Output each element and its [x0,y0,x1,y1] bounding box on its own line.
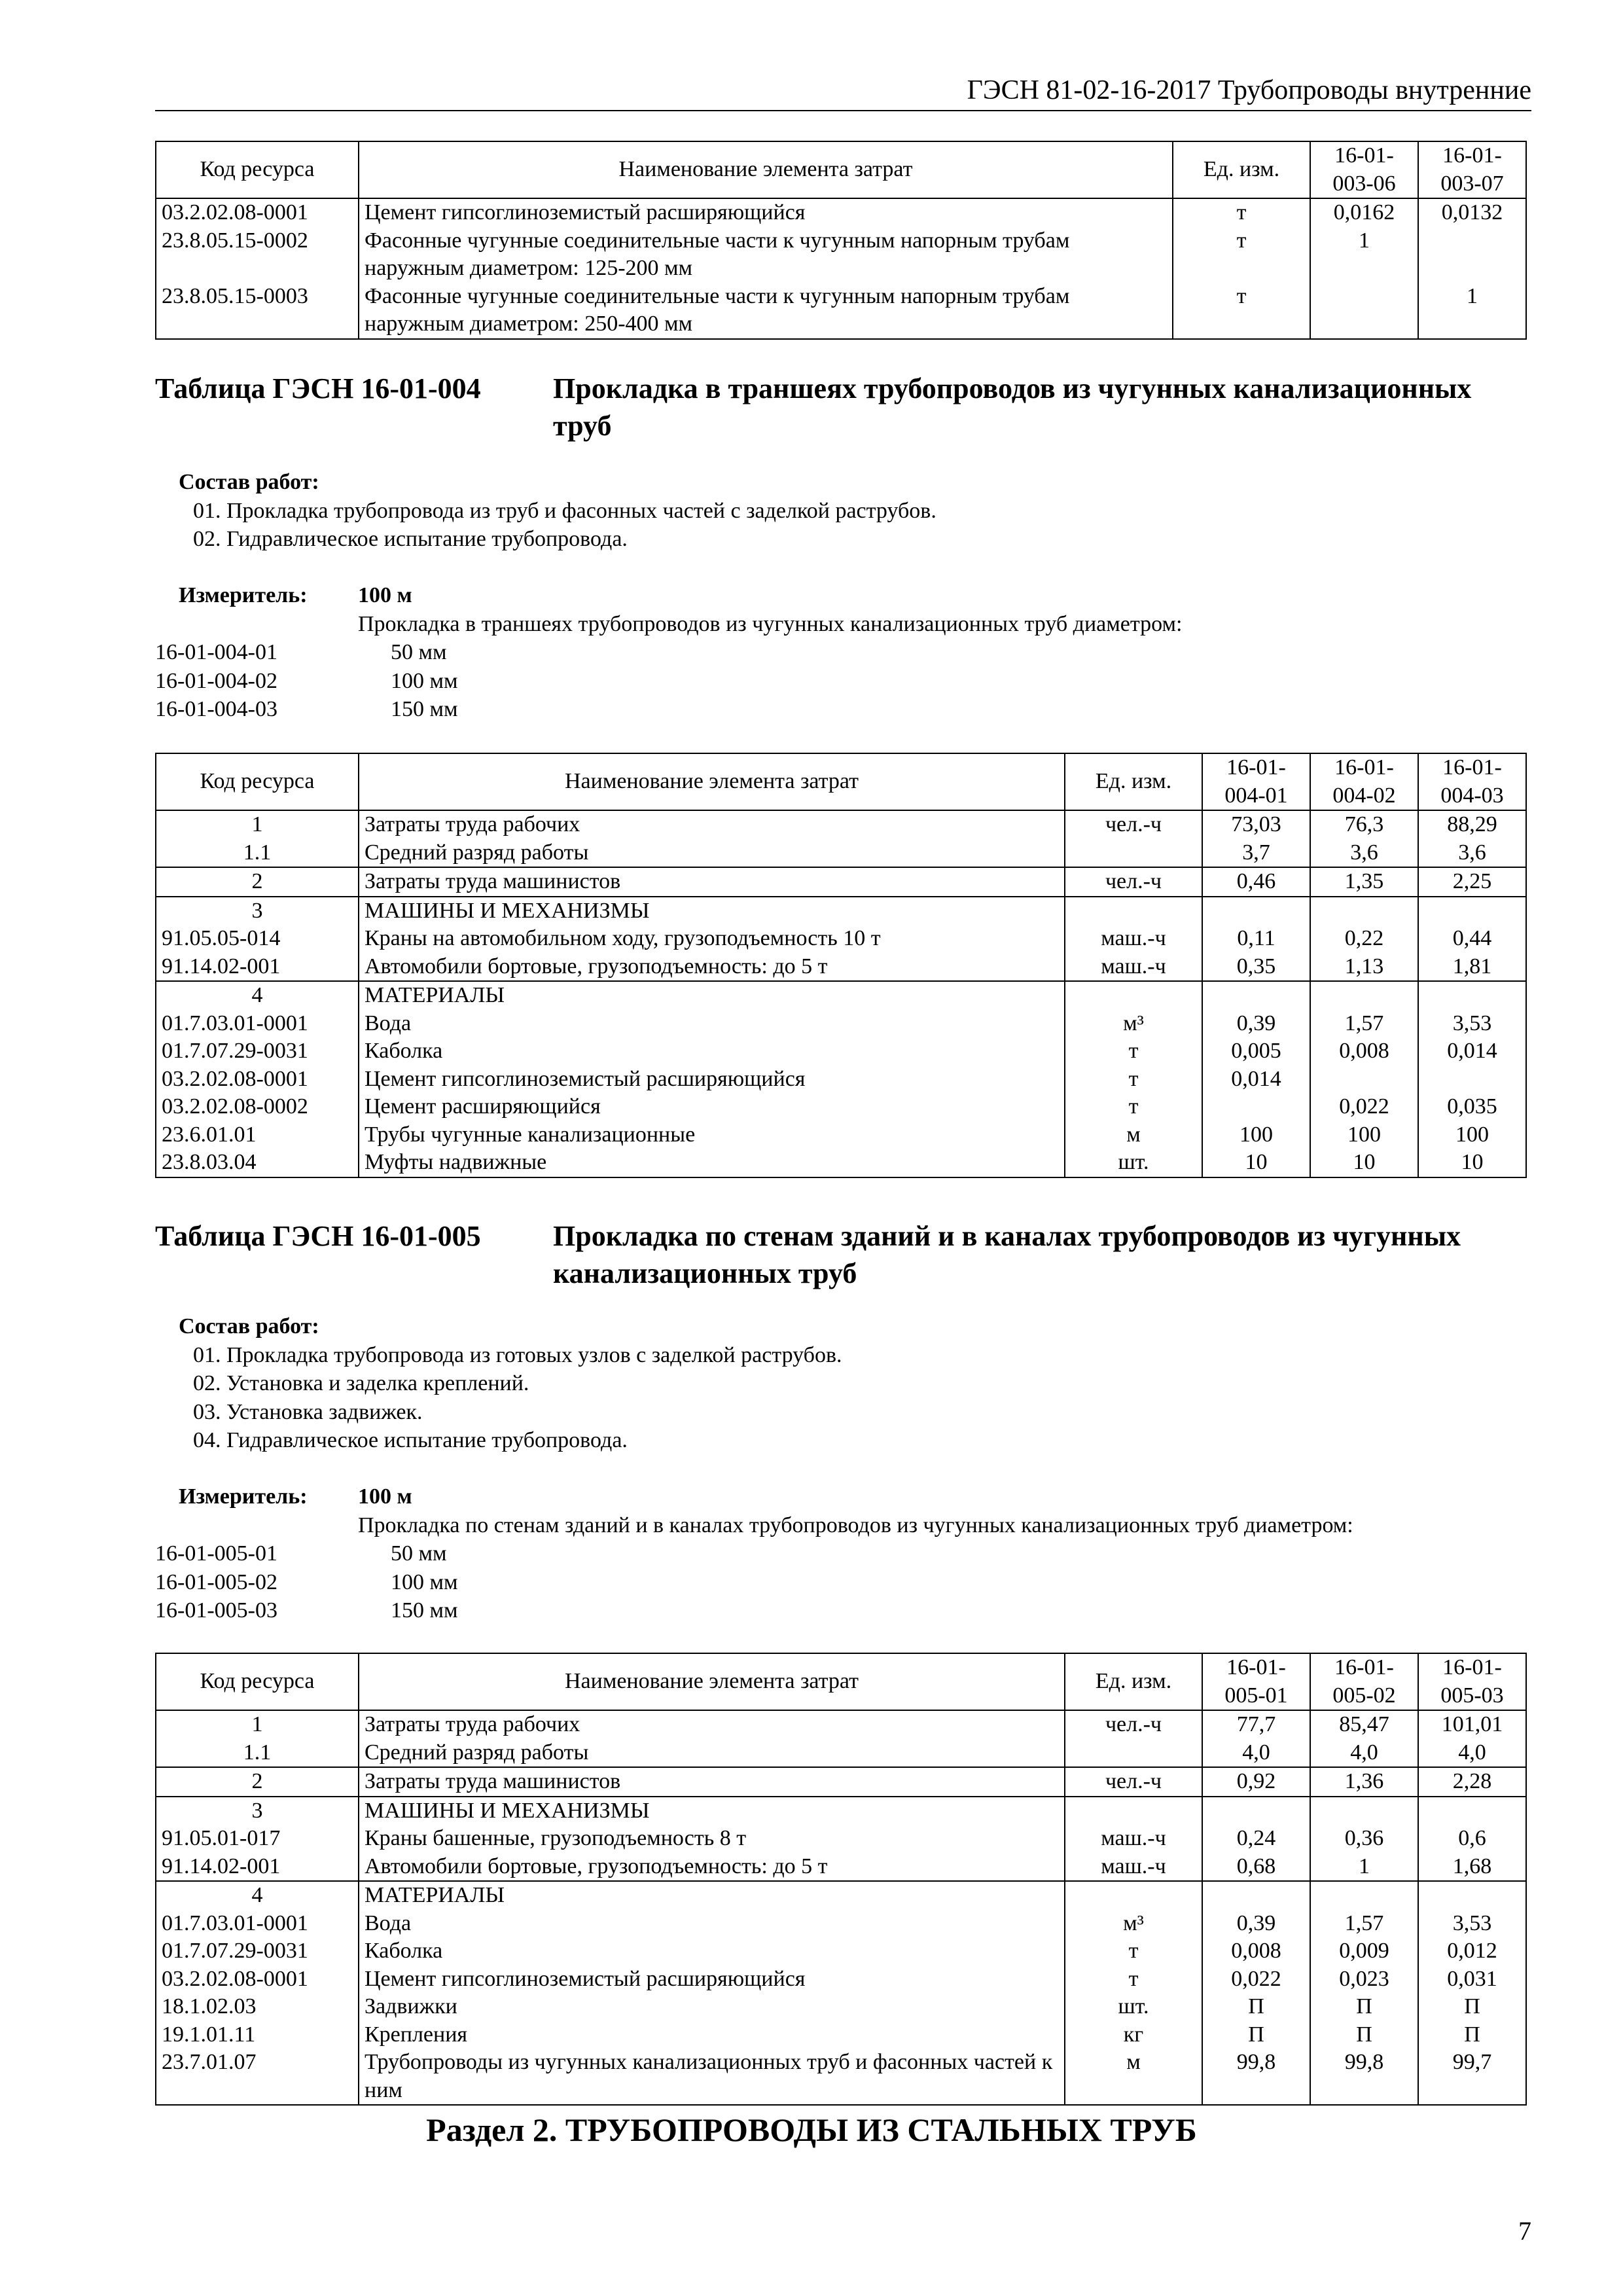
resource-code: 4 [156,1881,359,1910]
resource-name: Муфты надвижные [359,1149,1065,1177]
resource-code: 2 [156,867,359,897]
resource-code: 91.14.02-001 [156,1853,359,1882]
value: 101,01 [1418,1710,1526,1739]
unit: т [1065,1093,1202,1121]
running-header: ГЭСН 81-02-16-2017 Трубопроводы внутренние [155,71,1531,111]
table-row [156,1037,1526,1066]
table-row [156,1825,1526,1853]
value: 1,68 [1418,1853,1526,1882]
work-heading: Состав работ: [179,470,319,494]
unit: чел.-ч [1065,867,1202,897]
resource-name: Каболка [359,1037,1065,1066]
value: 0,11 [1202,925,1310,953]
column-header: 16-01-005-02 [1310,1653,1418,1710]
value: 1 [1310,227,1418,283]
table-004-work [155,468,1527,554]
resource-name: Средний разряд работы [359,839,1065,868]
resource-code: 18.1.02.03 [156,1993,359,2021]
variant-code: 16-01-005-01 [155,1541,277,1566]
value: 0,44 [1418,925,1526,953]
resource-name: Крепления [359,2021,1065,2049]
value: 0,023 [1310,1965,1418,1994]
value: 0,39 [1202,1910,1310,1938]
value [1418,1797,1526,1825]
table-row [156,1710,1526,1739]
resource-code: 1.1 [156,1739,359,1768]
value: 100 [1310,1121,1418,1149]
resource-code: 01.7.07.29-0031 [156,1937,359,1965]
unit: м³ [1065,1910,1202,1938]
value: 1 [1418,283,1526,339]
column-header: Ед. изм. [1065,753,1202,810]
unit: шт. [1065,1993,1202,2021]
work-step: 04. Гидравлическое испытание трубопровода. [193,1428,628,1453]
value: 1,81 [1418,953,1526,982]
value: 1,35 [1310,867,1418,897]
table-row [156,1066,1526,1094]
resource-name: Средний разряд работы [359,1739,1065,1768]
measure-label: Измеритель: [179,583,308,607]
resource-code: 03.2.02.08-0001 [156,1066,359,1094]
table-row [156,1965,1526,1994]
table-row [156,1121,1526,1149]
variant-value: 150 мм [391,1598,458,1623]
variant-code: 16-01-005-02 [155,1570,277,1594]
variant-row [155,667,1527,696]
table-004 [155,753,1527,1178]
variant-value: 150 мм [391,697,458,722]
value: 77,7 [1202,1710,1310,1739]
table-row [156,925,1526,953]
resource-name: МАТЕРИАЛЫ [359,1881,1065,1910]
value: 1,13 [1310,953,1418,982]
resource-name: Трубы чугунные канализационные [359,1121,1065,1149]
resource-code: 4 [156,981,359,1010]
value: 0,008 [1202,1937,1310,1965]
value: 88,29 [1418,810,1526,839]
value: 0,031 [1418,1965,1526,1994]
unit [1065,1881,1202,1910]
unit [1065,897,1202,925]
variant-code: 16-01-004-01 [155,640,277,665]
unit: чел.-ч [1065,1710,1202,1739]
table-row [156,1993,1526,2021]
column-header: 16-01-005-01 [1202,1653,1310,1710]
variant-code: 16-01-004-03 [155,697,277,722]
unit: м [1065,1121,1202,1149]
value [1418,897,1526,925]
unit: чел.-ч [1065,1767,1202,1797]
variant-row [155,1596,1527,1625]
column-header: 16-01-005-03 [1418,1653,1526,1710]
resource-code: 1 [156,1710,359,1739]
value: 0,36 [1310,1825,1418,1853]
table-row [156,1910,1526,1938]
value: 76,3 [1310,810,1418,839]
unit: маш.-ч [1065,1825,1202,1853]
value [1310,897,1418,925]
resource-code: 23.8.05.15-0003 [156,283,359,339]
unit: т [1173,198,1310,227]
value: 0,014 [1418,1037,1526,1066]
resource-name: Автомобили бортовые, грузоподъемность: до 5 т [359,953,1065,982]
resource-code: 23.8.05.15-0002 [156,227,359,283]
unit [1065,1797,1202,1825]
measure-description: Прокладка в траншеях трубопроводов из чугунных канализационных труб диаметром: [358,611,1183,636]
table-row [156,227,1526,283]
value [1310,1066,1418,1094]
value [1202,897,1310,925]
table-row [156,1149,1526,1177]
value: 10 [1310,1149,1418,1177]
column-header: Код ресурса [156,1653,359,1710]
value: 0,005 [1202,1037,1310,1066]
table-004-measure [155,581,1527,724]
resource-code: 23.8.03.04 [156,1149,359,1177]
table-row [156,867,1526,897]
column-header: 16-01-003-06 [1310,141,1418,198]
value: П [1310,1993,1418,2021]
unit: м [1065,2049,1202,2105]
page-number: 7 [1518,2216,1531,2246]
unit: м³ [1065,1010,1202,1038]
value: 1,57 [1310,1910,1418,1938]
resource-name: МАТЕРИАЛЫ [359,981,1065,1010]
variant-code: 16-01-004-02 [155,668,277,693]
resource-code: 03.2.02.08-0001 [156,198,359,227]
resource-name: МАШИНЫ И МЕХАНИЗМЫ [359,1797,1065,1825]
value: 4,0 [1202,1739,1310,1768]
resource-code: 91.14.02-001 [156,953,359,982]
column-header: Наименование элемента затрат [359,1653,1065,1710]
resource-code: 23.7.01.07 [156,2049,359,2105]
value: 0,68 [1202,1853,1310,1882]
work-heading: Состав работ: [179,1314,319,1338]
table-005 [155,1653,1527,2106]
work-step: 02. Установка и заделка креплений. [193,1371,529,1396]
variant-value: 100 мм [391,1570,458,1594]
unit: т [1173,283,1310,339]
unit [1065,1739,1202,1768]
value [1202,981,1310,1010]
value [1418,1881,1526,1910]
resource-code: 1 [156,810,359,839]
value: 1 [1310,1853,1418,1882]
value: 0,6 [1418,1825,1526,1853]
unit: чел.-ч [1065,810,1202,839]
column-header: Наименование элемента затрат [359,753,1065,810]
value: П [1310,2021,1418,2049]
resource-name: Затраты труда машинистов [359,1767,1065,1797]
value: 0,022 [1310,1093,1418,1121]
value: 2,25 [1418,867,1526,897]
resource-name: Задвижки [359,1993,1065,2021]
value: 3,6 [1310,839,1418,868]
unit [1065,839,1202,868]
unit: шт. [1065,1149,1202,1177]
table-row [156,1937,1526,1965]
table-row [156,839,1526,868]
measure-description: Прокладка по стенам зданий и в каналах трубопроводов из чугунных канализационных труб диаметром: [358,1513,1353,1537]
value: 0,009 [1310,1937,1418,1965]
value: 0,022 [1202,1965,1310,1994]
table-row [156,1010,1526,1038]
resource-code: 03.2.02.08-0001 [156,1965,359,1994]
table-row [156,1881,1526,1910]
value: П [1418,1993,1526,2021]
table-row [156,1853,1526,1882]
resource-name: Затраты труда рабочих [359,1710,1065,1739]
unit [1065,981,1202,1010]
unit: маш.-ч [1065,1853,1202,1882]
value [1310,1797,1418,1825]
table-005-title: Прокладка по стенам зданий и в каналах трубопроводов из чугунных канализационных труб [553,1220,1461,1290]
work-step: 03. Установка задвижек. [193,1399,423,1424]
unit: т [1065,1965,1202,1994]
value: 99,8 [1310,2049,1418,2105]
resource-code: 01.7.03.01-0001 [156,1010,359,1038]
unit: маш.-ч [1065,925,1202,953]
value: 0,0162 [1310,198,1418,227]
resource-name: Затраты труда машинистов [359,867,1065,897]
resource-name: Цемент гипсоглиноземистый расширяющийся [359,1066,1065,1094]
resource-name: МАШИНЫ И МЕХАНИЗМЫ [359,897,1065,925]
table-row [156,2021,1526,2049]
value: 1,36 [1310,1767,1418,1797]
variant-value: 100 мм [391,668,458,693]
table-row [156,897,1526,925]
value: 1,57 [1310,1010,1418,1038]
column-header: Код ресурса [156,753,359,810]
unit: т [1065,1037,1202,1066]
table-row [156,283,1526,339]
value: 100 [1202,1121,1310,1149]
unit: т [1065,1066,1202,1094]
column-header: Ед. изм. [1173,141,1310,198]
resource-name: Цемент расширяющийся [359,1093,1065,1121]
measure-value: 100 м [358,1484,412,1509]
resource-name: Каболка [359,1937,1065,1965]
value [1418,227,1526,283]
variant-row [155,1539,1527,1568]
value: 4,0 [1418,1739,1526,1768]
value: 0,92 [1202,1767,1310,1797]
value: 4,0 [1310,1739,1418,1768]
value: 73,03 [1202,810,1310,839]
value: 99,8 [1202,2049,1310,2105]
value [1418,981,1526,1010]
value [1418,1066,1526,1094]
value: 0,008 [1310,1037,1418,1066]
table-row [156,1739,1526,1768]
value: 0,012 [1418,1937,1526,1965]
measure-value: 100 м [358,583,412,607]
variant-code: 16-01-005-03 [155,1598,277,1623]
value: 0,46 [1202,867,1310,897]
resource-name: Автомобили бортовые, грузоподъемность: до 5 т [359,1853,1065,1882]
column-header: 16-01-004-02 [1310,753,1418,810]
column-header: 16-01-004-01 [1202,753,1310,810]
value: 0,35 [1202,953,1310,982]
table-row [156,2049,1526,2105]
resource-name: Краны на автомобильном ходу, грузоподъемность 10 т [359,925,1065,953]
value: 0,035 [1418,1093,1526,1121]
table-005-work [155,1312,1527,1455]
resource-code: 01.7.03.01-0001 [156,1910,359,1938]
resource-name: Фасонные чугунные соединительные части к чугунным напорным трубам наружным диаметром: 125-200 мм [359,227,1173,283]
variant-value: 50 мм [391,640,447,665]
value: 99,7 [1418,2049,1526,2105]
table-004-label: Таблица ГЭСН 16-01-004 [155,372,481,404]
table-top [155,141,1527,340]
resource-code: 2 [156,1767,359,1797]
section-title: Раздел 2. ТРУБОПРОВОДЫ ИЗ СТАЛЬНЫХ ТРУБ [426,2111,1197,2148]
resource-name: Цемент гипсоглиноземистый расширяющийся [359,1965,1065,1994]
value: 100 [1418,1121,1526,1149]
value: 3,6 [1418,839,1526,868]
value: 10 [1418,1149,1526,1177]
resource-code: 3 [156,897,359,925]
value: 0,014 [1202,1066,1310,1094]
value: 85,47 [1310,1710,1418,1739]
value: П [1202,2021,1310,2049]
value: 0,24 [1202,1825,1310,1853]
table-row [156,198,1526,227]
value: 10 [1202,1149,1310,1177]
value [1202,1797,1310,1825]
resource-name: Вода [359,1010,1065,1038]
work-step: 01. Прокладка трубопровода из труб и фасонных частей с заделкой раструбов. [193,498,936,523]
unit: кг [1065,2021,1202,2049]
variant-value: 50 мм [391,1541,447,1566]
resource-name: Трубопроводы из чугунных канализационных труб и фасонных частей к ним [359,2049,1065,2105]
value: 0,0132 [1418,198,1526,227]
value: П [1202,1993,1310,2021]
resource-code: 19.1.01.11 [156,2021,359,2049]
variant-row [155,638,1527,667]
resource-name: Затраты труда рабочих [359,810,1065,839]
column-header: 16-01-004-03 [1418,753,1526,810]
resource-code: 23.6.01.01 [156,1121,359,1149]
unit: т [1173,227,1310,283]
measure-label: Измеритель: [179,1484,308,1509]
table-row [156,981,1526,1010]
unit: маш.-ч [1065,953,1202,982]
resource-code: 91.05.05-014 [156,925,359,953]
unit: т [1065,1937,1202,1965]
table-row [156,1093,1526,1121]
value: 3,7 [1202,839,1310,868]
value [1202,1881,1310,1910]
value [1310,1881,1418,1910]
work-step: 02. Гидравлическое испытание трубопровода. [193,527,628,552]
resource-name: Краны башенные, грузоподъемность 8 т [359,1825,1065,1853]
table-row [156,1797,1526,1825]
value: 3,53 [1418,1010,1526,1038]
table-row [156,953,1526,982]
value [1310,283,1418,339]
work-step: 01. Прокладка трубопровода из готовых узлов с заделкой раструбов. [193,1342,842,1367]
resource-name: Вода [359,1910,1065,1938]
table-005-measure [155,1482,1527,1625]
resource-name: Фасонные чугунные соединительные части к чугунным напорным трубам наружным диаметром: 250-400 мм [359,283,1173,339]
table-row [156,1767,1526,1797]
value [1202,1093,1310,1121]
resource-code: 01.7.07.29-0031 [156,1037,359,1066]
column-header: Код ресурса [156,141,359,198]
column-header: Ед. изм. [1065,1653,1202,1710]
resource-code: 91.05.01-017 [156,1825,359,1853]
value: П [1418,2021,1526,2049]
column-header: Наименование элемента затрат [359,141,1173,198]
resource-code: 1.1 [156,839,359,868]
table-005-label: Таблица ГЭСН 16-01-005 [155,1220,481,1252]
table-row [156,810,1526,839]
column-header: 16-01-003-07 [1418,141,1526,198]
value [1310,981,1418,1010]
value: 3,53 [1418,1910,1526,1938]
resource-name: Цемент гипсоглиноземистый расширяющийся [359,198,1173,227]
variant-row [155,1568,1527,1597]
resource-code: 03.2.02.08-0002 [156,1093,359,1121]
variant-row [155,695,1527,724]
value: 0,39 [1202,1010,1310,1038]
table-004-title: Прокладка в траншеях трубопроводов из чугунных канализационных труб [553,372,1472,442]
resource-code: 3 [156,1797,359,1825]
value: 2,28 [1418,1767,1526,1797]
value: 0,22 [1310,925,1418,953]
